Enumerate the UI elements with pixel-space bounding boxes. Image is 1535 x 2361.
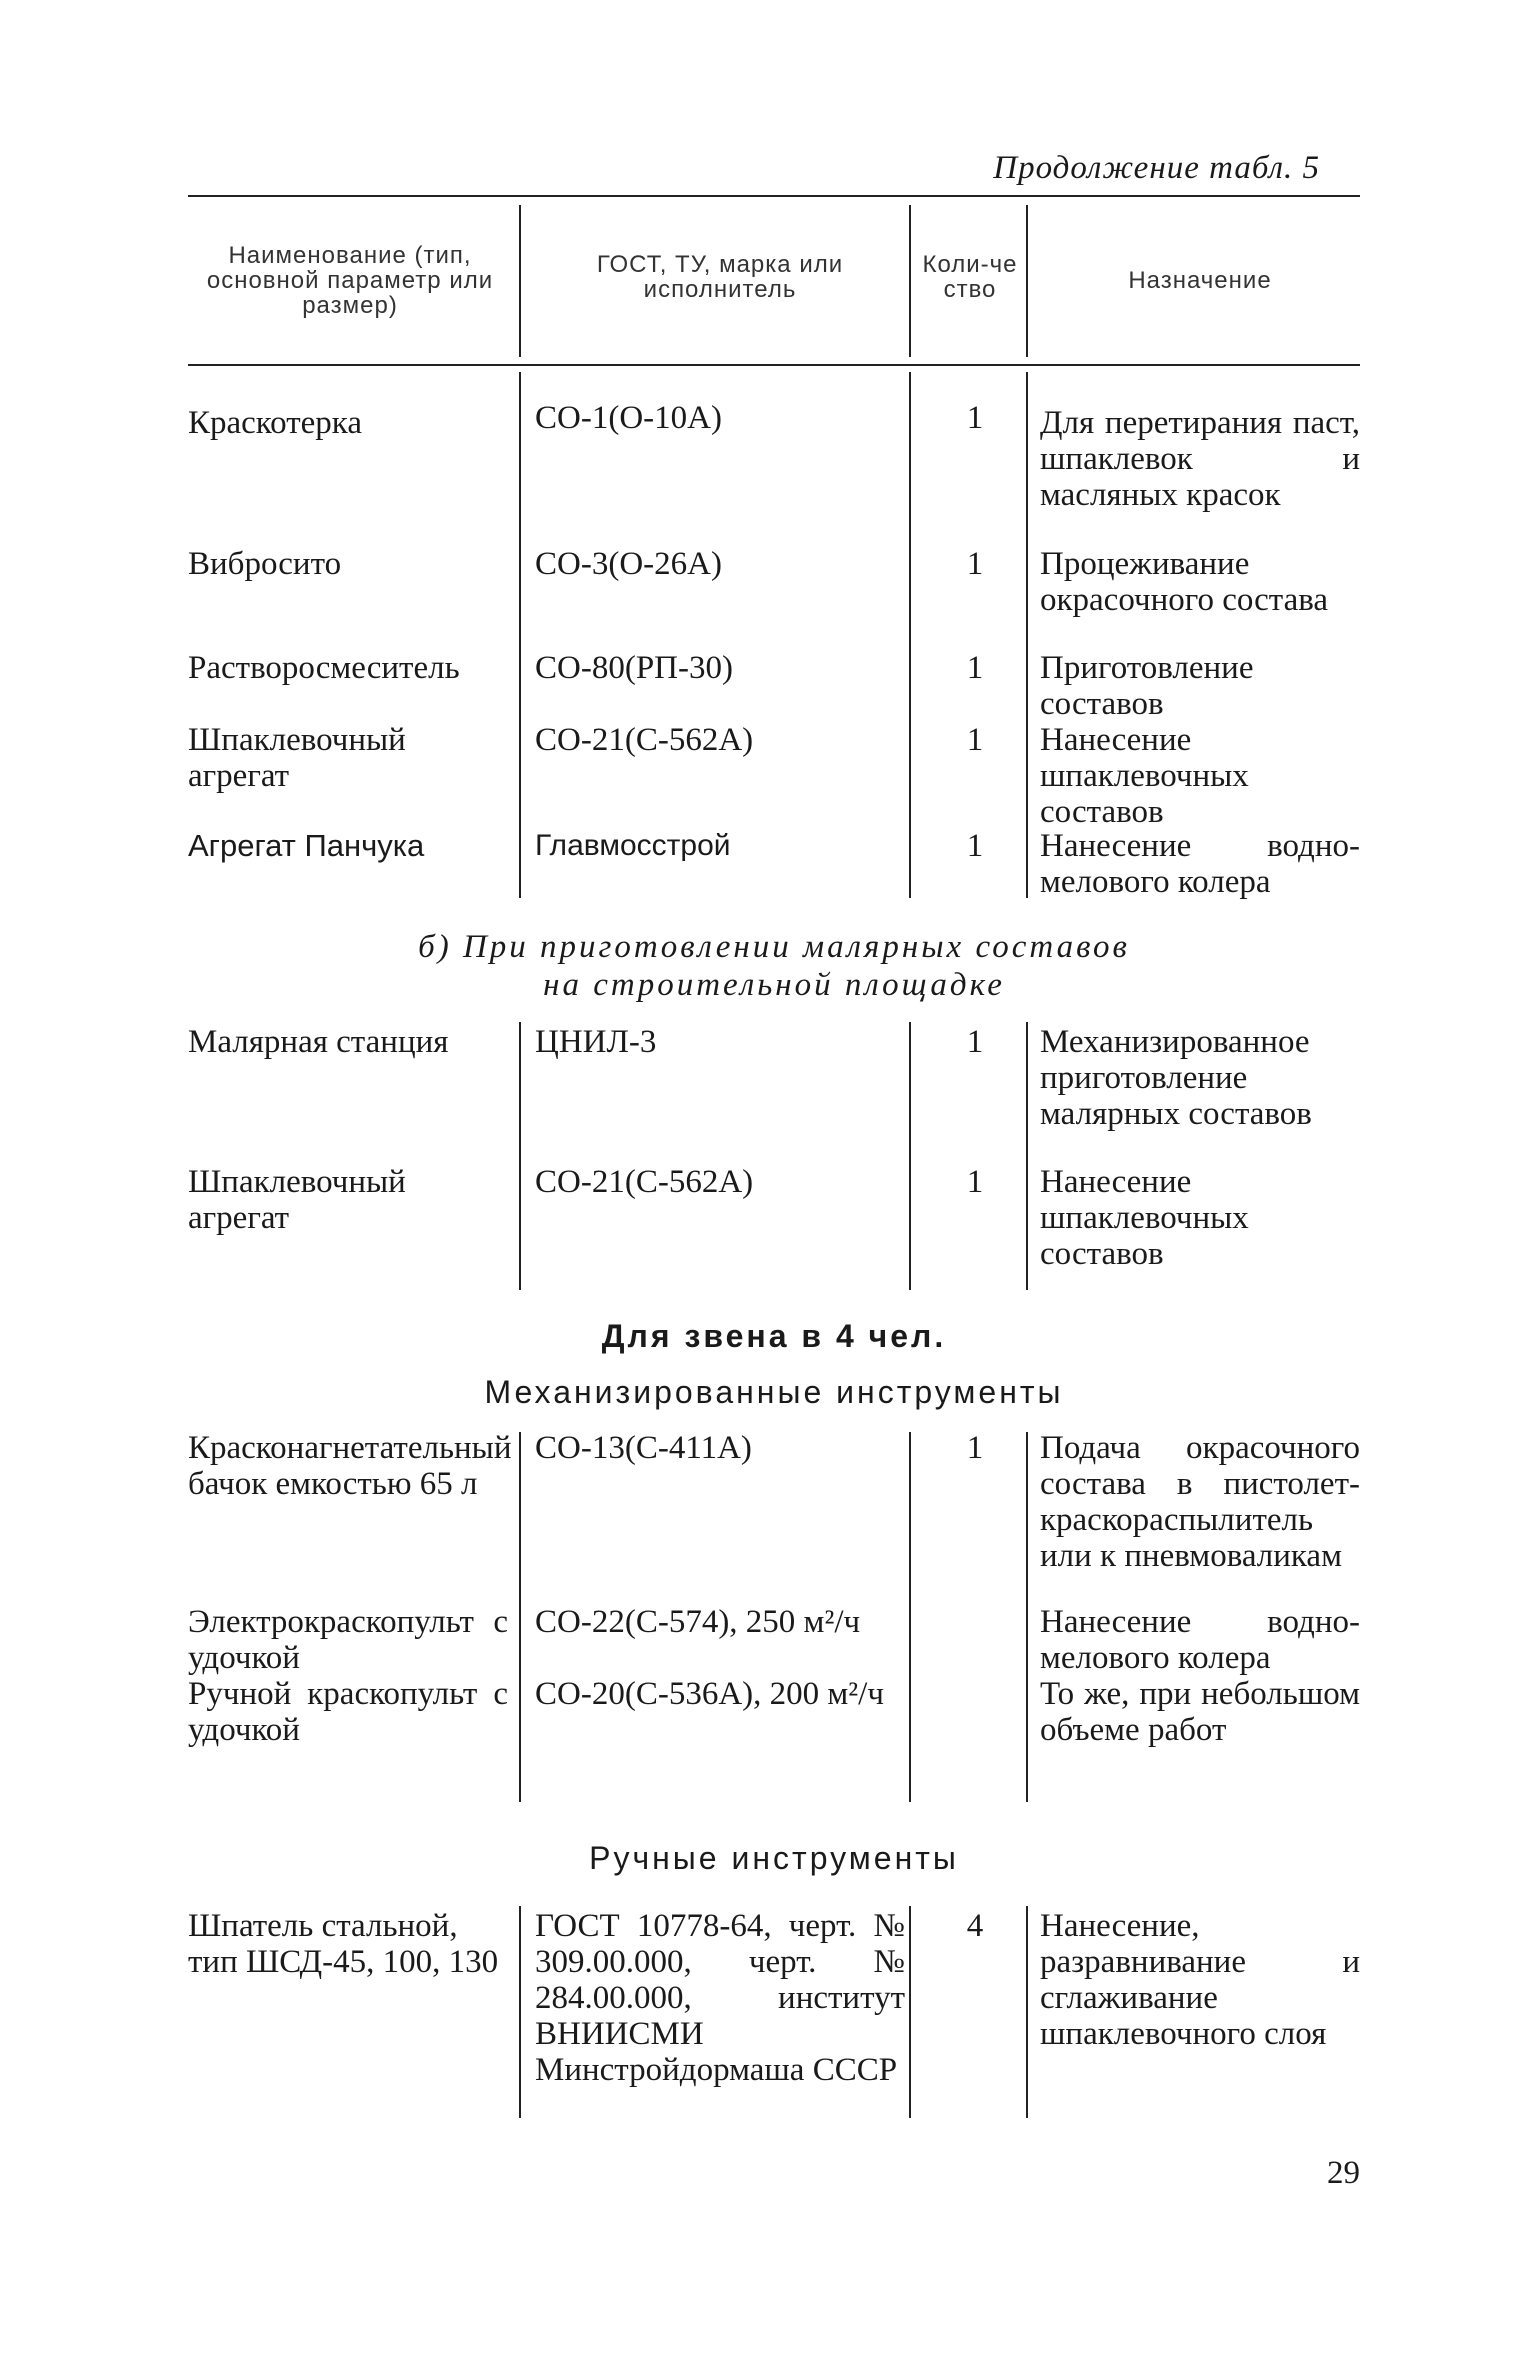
row-purpose: Нанесение водно-мелового колера	[1040, 1604, 1360, 1676]
table-continuation-caption: Продолжение табл. 5	[993, 150, 1320, 186]
row-gost: СО-20(С-536А), 200 м²/ч	[535, 1676, 884, 1712]
row-quantity: 1	[966, 828, 984, 864]
section-d-col-divider-3	[1026, 1906, 1028, 2118]
header-gost-column: ГОСТ, ТУ, марка или исполнитель	[596, 251, 844, 303]
section-c-col-divider-1	[519, 1432, 521, 1802]
row-name: Шпатель стальной, тип ШСД-45, 100, 130	[188, 1908, 499, 1980]
row-purpose: Подача окрасочного состава в пистолет-краскораспылитель или к пневмоваликам	[1040, 1430, 1360, 1574]
row-name: Электрокраскопульт с удочкой	[188, 1604, 508, 1676]
row-purpose: Процеживание окрасочного состава	[1040, 546, 1329, 618]
row-name: Растворосмеситель	[188, 650, 460, 686]
mechanized-tools-heading: Механизированные инструменты	[484, 1374, 1064, 1410]
row-name: Красконагнетательный бачок емкостью 65 л	[188, 1430, 512, 1502]
header-col-divider-3	[1026, 205, 1028, 357]
row-purpose: Для перетирания паст, шпаклевок и масляных красок	[1040, 405, 1360, 513]
header-quantity-column: Коли-чество	[922, 251, 1018, 303]
row-quantity: 1	[966, 1430, 984, 1466]
row-quantity: 1	[966, 546, 984, 582]
row-gost: СО-22(С-574), 250 м²/ч	[535, 1604, 861, 1640]
row-quantity: 1	[966, 1024, 984, 1060]
hand-tools-heading: Ручные инструменты	[589, 1840, 959, 1876]
row-purpose: Приготовление составов	[1040, 650, 1254, 722]
row-name: Вибросито	[188, 546, 342, 582]
row-purpose: То же, при небольшом объеме работ	[1040, 1676, 1360, 1748]
section-b-title-line1: б) При приготовлении малярных составов	[418, 929, 1130, 965]
row-gost: Главмосстрой	[535, 829, 731, 862]
header-purpose-column: Назначение	[1128, 267, 1272, 294]
row-quantity: 1	[966, 400, 984, 436]
section-a-col-divider-2	[909, 372, 911, 898]
row-name: Шпаклевочный агрегат	[188, 1164, 406, 1236]
section-d-col-divider-1	[519, 1906, 521, 2118]
header-col-divider-2	[909, 205, 911, 357]
row-quantity: 1	[966, 650, 984, 686]
row-purpose: Нанесение шпаклевочных составов	[1040, 1164, 1249, 1272]
crew-size-heading: Для звена в 4 чел.	[601, 1318, 947, 1354]
row-gost: СО-13(С-411А)	[535, 1430, 752, 1466]
section-b-col-divider-1	[519, 1022, 521, 1290]
row-gost: ГОСТ 10778-64, черт. № 309.00.000, черт. № 284.00.000, институт ВНИИСМИ Минстройдормаша СССР	[535, 1908, 905, 2088]
row-name: Агрегат Панчука	[188, 828, 425, 863]
row-purpose: Нанесение водно-мелового колера	[1040, 828, 1360, 900]
row-quantity: 1	[966, 722, 984, 758]
row-gost: СО-21(С-562А)	[535, 722, 754, 758]
row-gost: СО-3(О-26А)	[535, 546, 722, 582]
header-name-column: Наименование (тип, основной параметр или размер)	[206, 242, 494, 319]
section-b-title-line2: на строительной площадке	[543, 967, 1005, 1003]
section-b-col-divider-2	[909, 1022, 911, 1290]
section-c-col-divider-3	[1026, 1432, 1028, 1802]
section-d-col-divider-2	[909, 1906, 911, 2118]
table-top-rule	[188, 195, 1360, 197]
row-name: Краскотерка	[188, 405, 362, 441]
row-name: Малярная станция	[188, 1024, 449, 1060]
row-quantity: 4	[966, 1908, 984, 1944]
row-purpose: Нанесение, разравнивание и сглаживание шпаклевочного слоя	[1040, 1908, 1360, 2052]
section-b-col-divider-3	[1026, 1022, 1028, 1290]
section-c-col-divider-2	[909, 1432, 911, 1802]
header-bottom-rule	[188, 364, 1360, 366]
row-gost: СО-1(О-10А)	[535, 400, 722, 436]
row-quantity: 1	[966, 1164, 984, 1200]
row-name: Шпаклевочный агрегат	[188, 722, 406, 794]
page-number: 29	[1327, 2155, 1360, 2191]
row-gost: СО-21(С-562А)	[535, 1164, 754, 1200]
header-col-divider-1	[519, 205, 521, 357]
row-gost: ЦНИЛ-3	[535, 1024, 657, 1060]
section-a-col-divider-3	[1026, 372, 1028, 898]
section-a-col-divider-1	[519, 372, 521, 898]
row-name: Ручной краскопульт с удочкой	[188, 1676, 508, 1748]
row-purpose: Нанесение шпаклевочных составов	[1040, 722, 1249, 830]
row-gost: СО-80(РП-30)	[535, 650, 733, 686]
row-purpose: Механизированное приготовление малярных составов	[1040, 1024, 1312, 1132]
